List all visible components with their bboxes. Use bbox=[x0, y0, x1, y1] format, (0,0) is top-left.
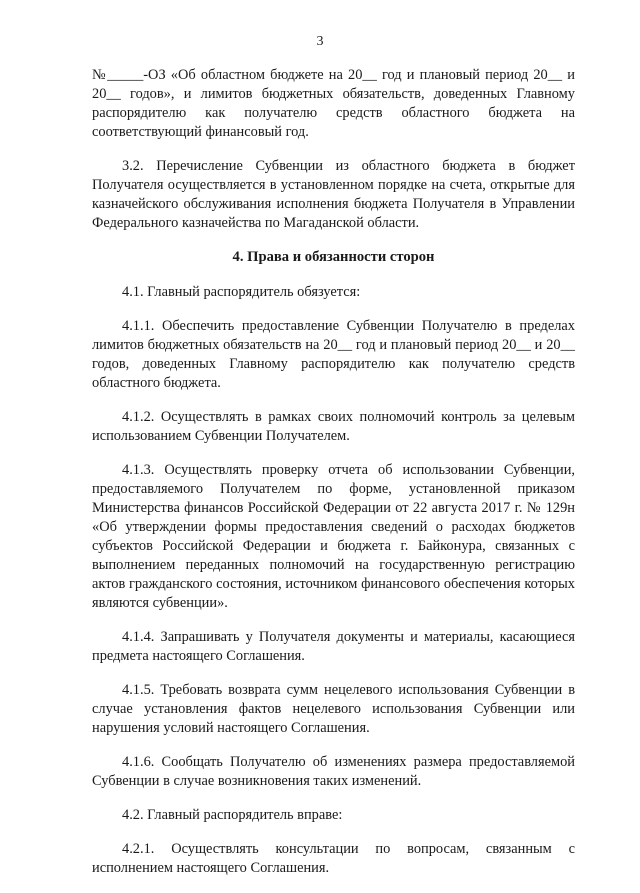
item-4-1: 4.1. Главный распорядитель обязуется: bbox=[122, 284, 361, 300]
document-body bbox=[92, 66, 575, 893]
item-4-1-3: 4.1.3. Осуществлять проверку отчета об использовании Субвенции, предоставляемого Получателем по форме, установленной приказом Министерства финансов Российской Федерации от 22 августа 2017 г. № 129н «Об утверждении формы предоставления сведений о расходах бюджетов субъектов Российской Федерации и бюджета г. Байконура, связанных с выполнением переданных полномочий на государственную регистрацию актов гражданского состояния, источником финансового обеспечения которых являются субвенции». bbox=[92, 462, 575, 611]
item-4-1-5: 4.1.5. Требовать возврата сумм нецелевого использования Субвенции в случае установления фактов нецелевого использования Субвенции или нарушения условий настоящего Соглашения. bbox=[92, 682, 575, 736]
paragraph-3-2: 3.2. Перечисление Субвенции из областного бюджета в бюджет Получателя осуществляется в установленном порядке на счета, открытые для казначейского обслуживания исполнения бюджета Получателя в Управлении Федерального казначейства по Магаданской области. bbox=[92, 158, 575, 231]
item-4-2: 4.2. Главный распорядитель вправе: bbox=[122, 807, 343, 823]
item-4-1-2: 4.1.2. Осуществлять в рамках своих полномочий контроль за целевым использованием Субвенции Получателем. bbox=[92, 409, 575, 444]
item-4-1-1: 4.1.1. Обеспечить предоставление Субвенции Получателю в пределах лимитов бюджетных обязательств на 20__ год и плановый период 20__ и 20__ годов, доведенных Главному распорядителю как получателю средств областного бюджета. bbox=[92, 318, 575, 391]
item-4-1-6: 4.1.6. Сообщать Получателю об изменениях размера предоставляемой Субвенции в случае возникновения таких изменений. bbox=[92, 754, 575, 789]
paragraph-continuation: №_____-ОЗ «Об областном бюджете на 20__ год и плановый период 20__ и 20__ годов», и лимитов бюджетных обязательств, доведенных Главному распорядителю как получателю средств областного бюджета на соответствующий финансовый год. bbox=[92, 67, 575, 140]
page-number: 3 bbox=[316, 34, 324, 49]
item-4-2-1: 4.2.1. Осуществлять консультации по вопросам, связанным с исполнением настоящего Соглашения. bbox=[92, 841, 575, 876]
item-4-1-4: 4.1.4. Запрашивать у Получателя документы и материалы, касающиеся предмета настоящего Соглашения. bbox=[92, 629, 575, 664]
section-title: 4. Права и обязанности сторон bbox=[232, 249, 435, 265]
